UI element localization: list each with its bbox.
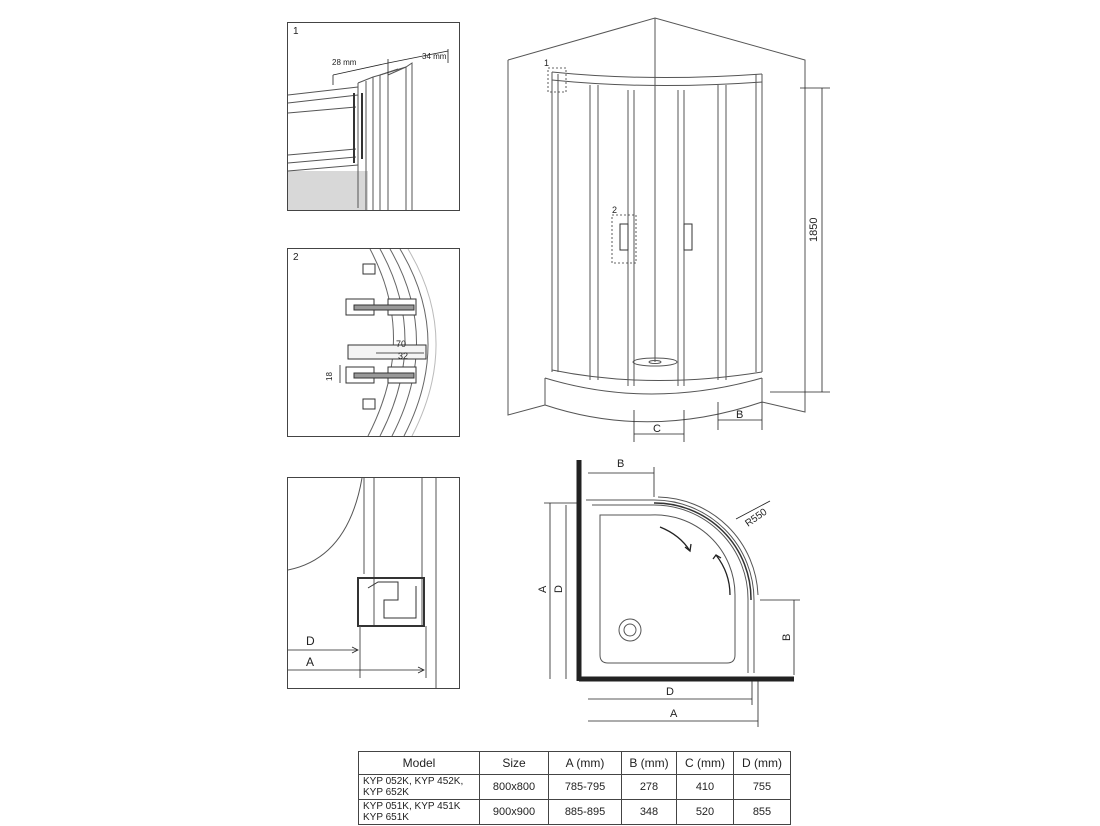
detail-panel-1	[287, 22, 460, 211]
model-line2: KYP 652K	[363, 787, 409, 798]
header-d: D (mm)	[734, 752, 791, 775]
a-cell: 785-795	[549, 775, 622, 800]
label-a: A	[306, 655, 315, 669]
label-c: C	[653, 423, 661, 435]
d-cell: 755	[734, 775, 791, 800]
plan-label-a-left: A	[537, 585, 549, 593]
header-size: Size	[480, 752, 549, 775]
detail-panel-2	[287, 248, 460, 437]
handle-detail-drawing	[288, 249, 459, 436]
plan-label-d-left: D	[553, 585, 565, 593]
callout-1: 1	[544, 58, 550, 68]
header-b: B (mm)	[622, 752, 677, 775]
header-model: Model	[359, 752, 480, 775]
size-cell: 900x900	[480, 800, 549, 825]
d-cell: 855	[734, 800, 791, 825]
a-cell: 885-895	[549, 800, 622, 825]
plan-label-b-top: B	[617, 458, 625, 470]
shower-enclosure-perspective	[500, 10, 840, 450]
table-header-row	[359, 752, 791, 775]
dim-34mm: 34 mm	[422, 52, 447, 61]
size-cell: 800x800	[480, 775, 549, 800]
plan-label-d-bottom: D	[666, 686, 674, 698]
c-cell: 410	[677, 775, 734, 800]
plan-label-a-bottom: A	[670, 708, 678, 720]
b-cell: 278	[622, 775, 677, 800]
model-line2: KYP 651K	[363, 812, 409, 823]
dim-18: 18	[325, 372, 334, 381]
table-row	[359, 800, 791, 825]
plan-view-drawing	[530, 455, 820, 735]
label-b: B	[736, 409, 744, 421]
model-cell	[359, 800, 480, 825]
label-d: D	[306, 634, 315, 648]
dimensions-table	[358, 751, 791, 825]
detail-panel-3	[287, 477, 460, 689]
header-a: A (mm)	[549, 752, 622, 775]
dim-28mm: 28 mm	[332, 58, 357, 67]
callout-2: 2	[612, 205, 618, 215]
plan-label-b-right: B	[781, 633, 793, 641]
b-cell: 348	[622, 800, 677, 825]
radius-r550: R550	[743, 506, 770, 530]
c-cell: 520	[677, 800, 734, 825]
detail-number: 1	[293, 26, 299, 37]
height-1850: 1850	[808, 217, 820, 242]
model-line1: KYP 051K, KYP 451K	[363, 801, 461, 812]
table-row	[359, 775, 791, 800]
model-line1: KYP 052K, KYP 452K,	[363, 776, 464, 787]
dim-32: 32	[398, 351, 409, 361]
detail-number: 2	[293, 252, 299, 263]
profile-corner-drawing	[288, 23, 459, 210]
model-cell	[359, 775, 480, 800]
header-c: C (mm)	[677, 752, 734, 775]
dim-70: 70	[396, 339, 407, 349]
bottom-profile-drawing	[288, 478, 459, 688]
